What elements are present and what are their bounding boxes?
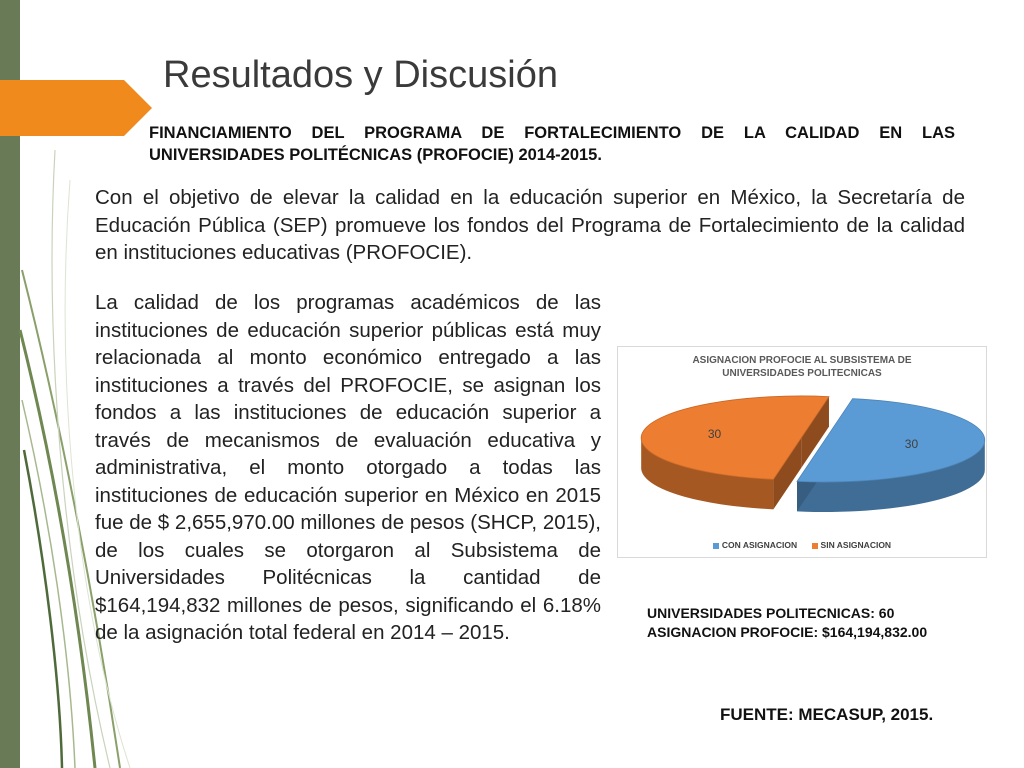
chart-legend [618,540,986,550]
source-citation: FUENTE: MECASUP, 2015. [720,705,934,724]
legend-label-sin-asignacion: SIN ASIGNACION [820,540,892,550]
pie-data-label: 30 [707,426,722,441]
pie-chart [617,346,987,558]
pie-data-label: 30 [904,437,919,452]
slide-title: Resultados y Discusión [163,54,558,96]
summary-info [647,604,927,642]
intro-paragraph: Con el objetivo de elevar la calidad en la educación superior en México, la Secretaría de Educación Pública (SEP) promueve los fondos del Programa de Fortalecimiento de la calidad en instituciones educativas (PROFOCIE). [95,186,965,264]
pie-chart-plot [618,347,986,557]
info-allocation: ASIGNACION PROFOCIE: $164,194,832.00 [647,624,928,640]
legend-item-con-asignacion [713,540,797,550]
legend-swatch-con-asignacion [713,543,719,549]
info-universities: UNIVERSIDADES POLITECNICAS: 60 [647,605,895,621]
legend-swatch-sin-asignacion [812,543,818,549]
chart-title-line1: ASIGNACION PROFOCIE AL SUBSISTEMA DE [692,355,912,366]
slide-subtitle: FINANCIAMIENTO DEL PROGRAMA DE FORTALECIMIENTO DE LA CALIDAD EN LAS UNIVERSIDADES POLITÉCNICAS (PROFOCIE) 2014-2015. [149,124,955,164]
orange-title-marker [0,80,152,136]
chart-title-line2: UNIVERSIDADES POLITECNICAS [722,368,882,379]
body-paragraph: La calidad de los programas académicos de las instituciones de educación superior públicas está muy relacionada al monto económico entregado a las instituciones a través del PROFOCIE, se asignan los fondos a las instituciones de educación superior a través de mecanismos de evaluación educativa y administrativa, el monto otorgado a todas las instituciones de educación superior en México en 2015 fue de $ 2,655,970.00 millones de pesos (SHCP, 2015), de los cuales se otorgaron al Subsistema de Universidades Politécnicas la cantidad de $164,194,832 millones de pesos, significando el 6.18% de la asignación total federal en 2014 – 2015. [95,291,601,644]
legend-label-con-asignacion: CON ASIGNACION [721,540,798,550]
legend-item-sin-asignacion [812,540,892,550]
